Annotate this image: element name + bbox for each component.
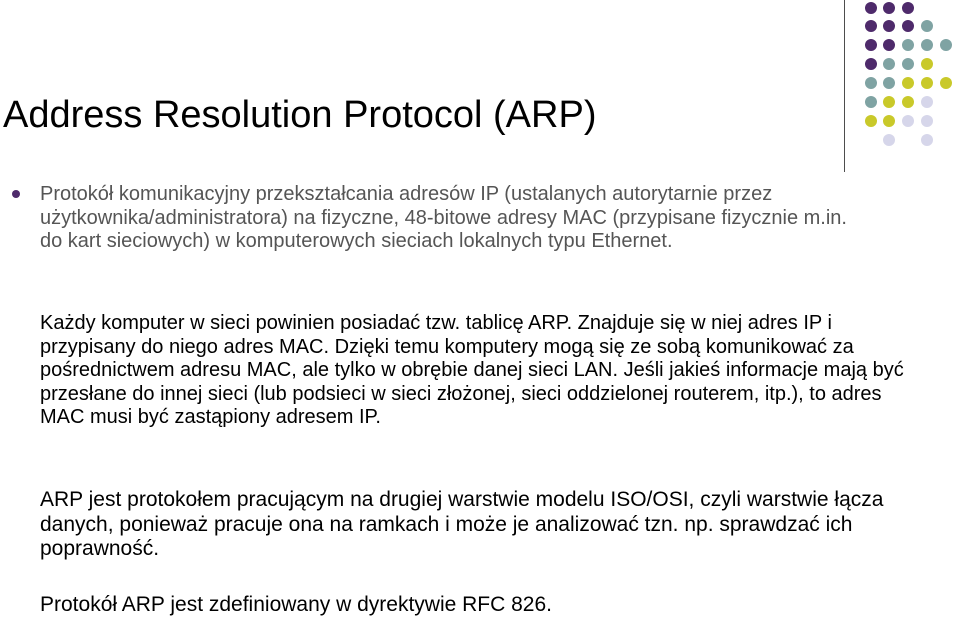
deco-dot: [883, 2, 895, 14]
deco-dot: [865, 96, 877, 108]
deco-dot: [883, 58, 895, 70]
deco-dot: [940, 77, 952, 89]
deco-dot: [865, 2, 877, 14]
paragraph-arp-table: Każdy komputer w sieci powinien posiadać tzw. tablicę ARP. Znajduje się w niej adres IP i przypisany do niego adres MAC. Dzięki temu komputery mogą się ze sobą komunikować za pośrednictwem adresu MAC, ale tylko w obrębie danej sieci LAN. Jeśli jakieś informacje mają być przesłane do innej sieci (lub podsieci w sieci złożonej, sieci oddzielonej routerem, itp.), to adres MAC musi być zastąpiony adresem IP.: [40, 312, 904, 428]
deco-dot: [902, 77, 914, 89]
deco-dot: [902, 20, 914, 32]
deco-dot: [902, 96, 914, 108]
deco-dot: [865, 58, 877, 70]
deco-dot: [902, 58, 914, 70]
deco-dot: [883, 39, 895, 51]
deco-dot: [883, 77, 895, 89]
deco-dot: [921, 96, 933, 108]
deco-dot: [902, 39, 914, 51]
bullet-icon: [12, 190, 20, 198]
deco-dot: [865, 39, 877, 51]
deco-dot: [883, 115, 895, 127]
paragraph-definition: Protokół komunikacyjny przekształcania adresów IP (ustalanych autorytarnie przez użytkownika/administratora) na fizyczne, 48-bitowe adresy MAC (przypisane fizycznie m.in. do kart sieciowych) w komputerowych sieciach lokalnych typu Ethernet.: [40, 183, 847, 252]
deco-dot: [902, 115, 914, 127]
deco-dot: [883, 134, 895, 146]
deco-dot: [921, 58, 933, 70]
deco-dot: [921, 20, 933, 32]
deco-dot: [865, 77, 877, 89]
decorative-dot-grid: [860, 0, 959, 160]
vertical-divider: [844, 0, 845, 172]
deco-dot: [883, 96, 895, 108]
slide-title: Address Resolution Protocol (ARP): [3, 94, 597, 136]
deco-dot: [921, 77, 933, 89]
deco-dot: [865, 20, 877, 32]
deco-dot: [921, 115, 933, 127]
paragraph-rfc: Protokół ARP jest zdefiniowany w dyrektywie RFC 826.: [40, 593, 552, 616]
paragraph-osi-layer: ARP jest protokołem pracującym na drugiej warstwie modelu ISO/OSI, czyli warstwie łącza danych, ponieważ pracuje ona na ramkach i może je analizować tzn. np. sprawdzać ich poprawność.: [40, 488, 884, 560]
deco-dot: [921, 39, 933, 51]
deco-dot: [883, 20, 895, 32]
deco-dot: [865, 115, 877, 127]
deco-dot: [921, 134, 933, 146]
deco-dot: [940, 39, 952, 51]
deco-dot: [902, 2, 914, 14]
